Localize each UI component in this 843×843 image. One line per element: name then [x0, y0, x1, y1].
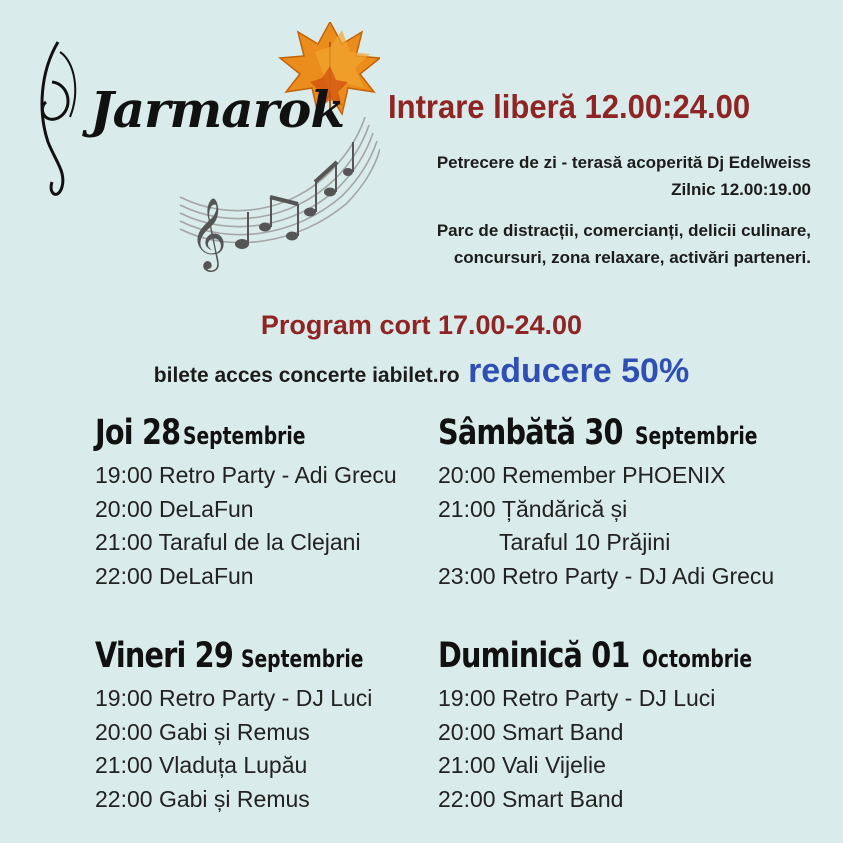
event-act: Retro Party - DJ Luci [158, 685, 373, 711]
day-name: Duminică 01 [438, 636, 630, 676]
event-act: Retro Party - DJ Adi Grecu [501, 562, 775, 589]
info-line: Petrecere de zi - terasă acoperită Dj Edelweiss [436, 153, 811, 172]
event-act: Taraful 10 Prăjini [499, 529, 671, 555]
event-item [438, 783, 783, 817]
event-time: 21:00 [438, 495, 496, 522]
day-month: Septembrie [182, 422, 306, 450]
program-title: Program cort 17.00-24.00 [260, 310, 583, 340]
logo-text: Jarmarok [90, 80, 345, 139]
day-title [95, 413, 397, 453]
event-item [438, 459, 792, 493]
event-act: Vladuța Lupău [158, 752, 308, 778]
event-item [438, 560, 792, 594]
day-month: Septembrie [241, 645, 364, 673]
event-time: 20:00 [95, 495, 153, 522]
day-name: Vineri 29 [95, 636, 233, 676]
event-item [95, 526, 397, 560]
day-name: Joi 28 [95, 413, 181, 453]
event-act: DeLaFun [158, 562, 254, 589]
info-line: Parc de distracții, comercianți, delicii culinare, [436, 221, 811, 240]
tickets-line [0, 352, 843, 391]
event-act: Smart Band [501, 785, 624, 812]
event-item [438, 682, 783, 716]
event-time: 20:00 [438, 462, 496, 488]
event-item [95, 682, 398, 716]
event-time: 22:00 [95, 785, 153, 812]
info-line: concursuri, zona relaxare, activări parteneri. [453, 248, 811, 267]
event-act: DeLaFun [158, 495, 254, 522]
event-item [95, 749, 398, 783]
event-item [438, 526, 792, 560]
day-name: Sâmbătă 30 [438, 413, 623, 453]
event-time: 23:00 [438, 562, 496, 589]
tickets-text: bilete acces concerte iabilet.ro [153, 364, 460, 387]
event-time: 22:00 [438, 785, 496, 812]
event-act: Vali Vijelie [501, 752, 606, 778]
svg-text:𝄞: 𝄞 [190, 196, 227, 269]
day-month: Octombrie [641, 645, 752, 673]
treble-clef-icon [42, 42, 75, 194]
event-act: Taraful de la Clejani [158, 529, 361, 555]
event-time: 19:00 [95, 462, 153, 488]
event-item [95, 560, 397, 594]
day-title [95, 636, 398, 676]
music-notes-icon [30, 22, 380, 282]
event-time: 21:00 [95, 529, 153, 555]
day-title [438, 636, 783, 676]
event-item [95, 459, 397, 493]
event-time: 21:00 [95, 752, 153, 778]
event-act: Gabi și Remus [158, 785, 310, 812]
event-item [438, 716, 783, 750]
event-act: Remember PHOENIX [501, 462, 726, 488]
event-time: 21:00 [438, 752, 496, 778]
logo [30, 22, 380, 282]
event-time: 20:00 [95, 718, 153, 745]
day-month: Septembrie [635, 422, 758, 450]
event-item [95, 783, 398, 817]
day-schedule [438, 636, 783, 816]
event-act: Retro Party - DJ Luci [501, 685, 716, 711]
event-item [438, 749, 783, 783]
free-entry-heading: Intrare liberă 12.00:24.00 [388, 88, 751, 125]
day-schedule [95, 413, 397, 593]
event-act: Smart Band [501, 718, 624, 745]
event-time: 19:00 [438, 685, 496, 711]
info-line: Zilnic 12.00:19.00 [671, 180, 811, 199]
tickets-discount: reducere 50% [468, 352, 690, 390]
day-schedule [438, 413, 792, 593]
event-act: Țăndărică și [501, 495, 628, 522]
event-item [438, 493, 792, 527]
event-act: Gabi și Remus [158, 718, 310, 745]
event-time: 19:00 [95, 685, 153, 711]
event-act: Retro Party - Adi Grecu [158, 462, 397, 488]
event-time: 20:00 [438, 718, 496, 745]
event-time: 22:00 [95, 562, 153, 589]
day-schedule [95, 636, 398, 816]
day-title [438, 413, 792, 453]
event-item [95, 493, 397, 527]
event-item [95, 716, 398, 750]
